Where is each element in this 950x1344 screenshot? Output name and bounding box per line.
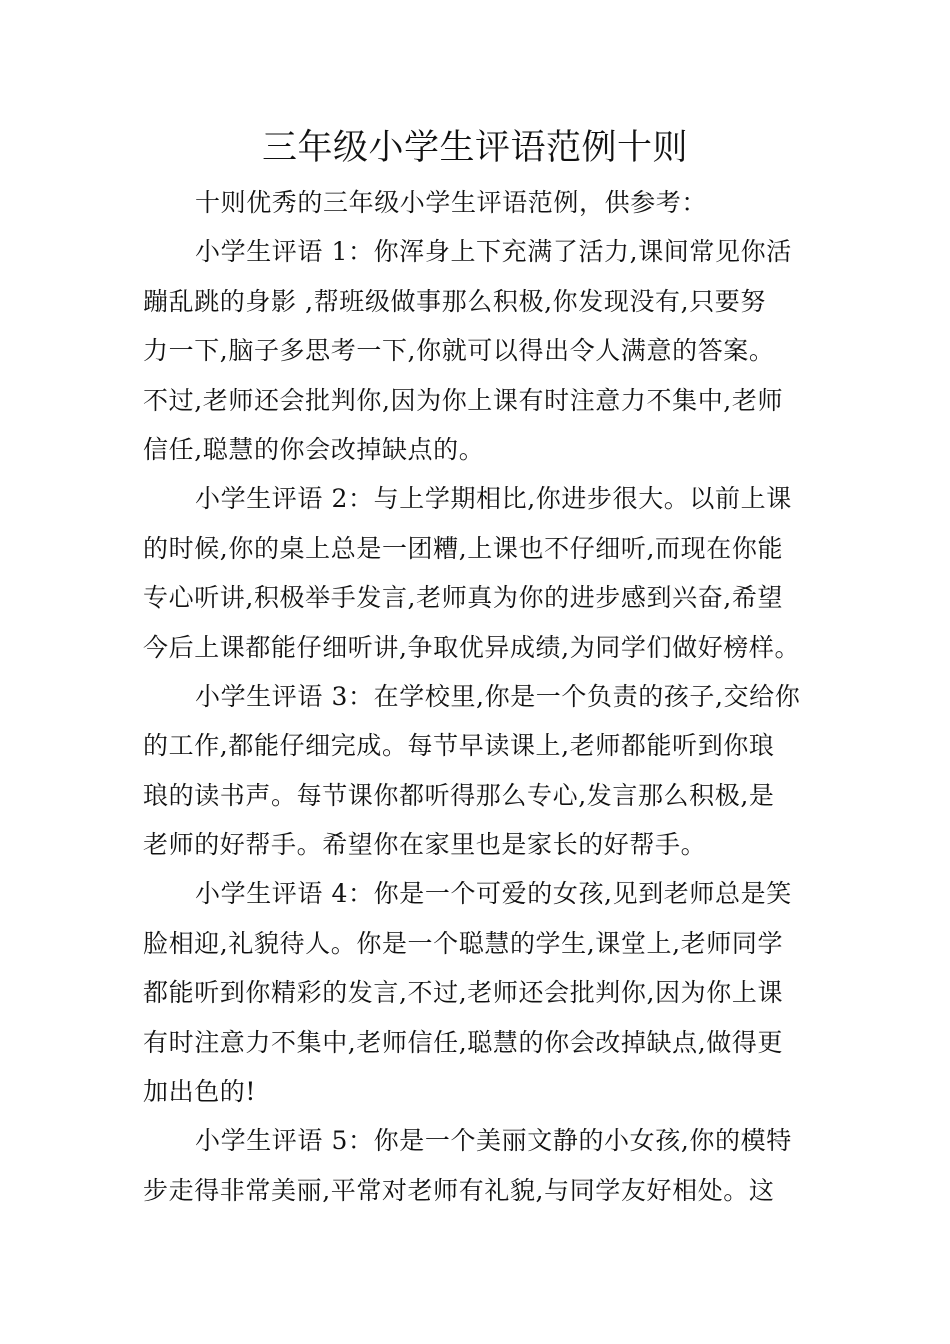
paragraph-line: 不过,老师还会批判你,因为你上课有时注意力不集中,老师 <box>143 385 784 415</box>
paragraph-first-line: 小学生评语 1：你浑身上下充满了活力,课间常见你活 <box>195 237 792 267</box>
paragraph-first-line: 小学生评语 4：你是一个可爱的女孩,见到老师总是笑 <box>195 879 792 909</box>
paragraph-line: 力一下,脑子多思考一下,你就可以得出令人满意的答案。 <box>143 336 775 366</box>
paragraph-line: 脸相迎,礼貌待人。你是一个聪慧的学生,课堂上,老师同学 <box>143 928 784 958</box>
paragraph-line: 蹦乱跳的身影 ,帮班级做事那么积极,你发现没有,只要努 <box>143 286 766 316</box>
paragraph-line: 专心听讲,积极举手发言,老师真为你的进步感到兴奋,希望 <box>143 583 784 613</box>
paragraph-first-line: 十则优秀的三年级小学生评语范例，供参考： <box>195 188 708 217</box>
paragraph-line: 加出色的! <box>143 1077 257 1107</box>
paragraph-line: 今后上课都能仔细听讲,争取优异成绩,为同学们做好榜样。 <box>143 632 801 662</box>
document-body <box>143 178 813 1215</box>
paragraph-line: 老师的好帮手。希望你在家里也是家长的好帮手。 <box>143 830 707 860</box>
paragraph-line: 的时候,你的桌上总是一团糟,上课也不仔细听,而现在你能 <box>143 533 784 563</box>
document-title: 三年级小学生评语范例十则 <box>261 128 688 168</box>
paragraph-line: 有时注意力不集中,老师信任,聪慧的你会改掉缺点,做得更 <box>143 1027 784 1057</box>
paragraph-first-line: 小学生评语 3：在学校里,你是一个负责的孩子,交给你 <box>195 681 801 711</box>
paragraph-line: 的工作,都能仔细完成。每节早读课上,老师都能听到你琅 <box>143 731 775 761</box>
paragraph-first-line: 小学生评语 2：与上学期相比,你进步很大。以前上课 <box>195 484 792 514</box>
paragraph-first-line: 小学生评语 5：你是一个美丽文静的小女孩,你的模特 <box>195 1126 792 1156</box>
paragraph-line: 琅的读书声。每节课你都听得那么专心,发言那么积极,是 <box>143 780 775 810</box>
paragraph-line: 步走得非常美丽,平常对老师有礼貌,与同学友好相处。这 <box>143 1175 775 1205</box>
paragraph-line: 信任,聪慧的你会改掉缺点的。 <box>143 434 485 464</box>
paragraph-line: 都能听到你精彩的发言,不过,老师还会批判你,因为你上课 <box>143 978 784 1008</box>
